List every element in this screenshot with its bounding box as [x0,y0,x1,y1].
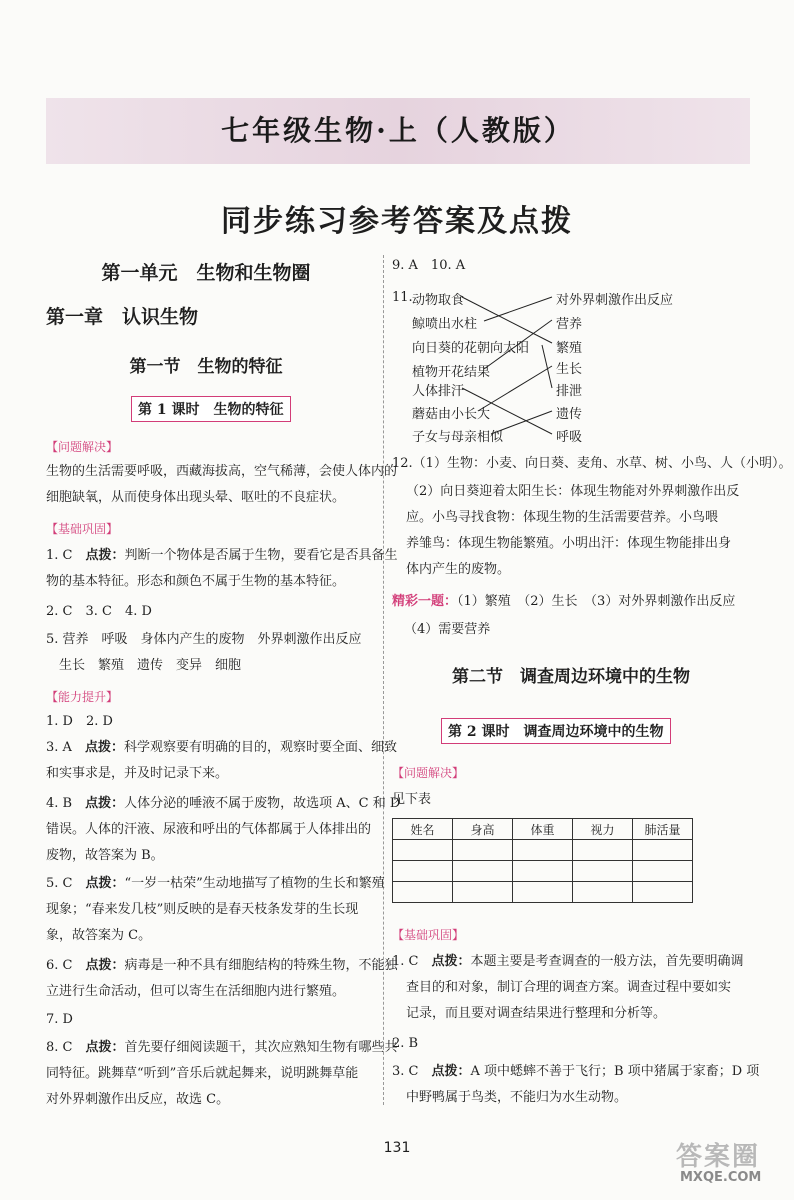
answer-line: 对外界刺激作出反应，故选 C。 [46,1092,230,1107]
table-header: 视力 [573,819,633,840]
answer-line: 3. C 点拨：A 项中蟋蟀不善于飞行；B 项中猪属于家畜；D 项 [392,1064,760,1079]
match-right-item: 生长 [556,362,583,377]
match-line [478,366,552,411]
answer-line: 生长 繁殖 遗传 变异 细胞 [46,658,242,673]
section-heading-1: 第一节 生物的特征 [129,357,283,377]
answer-line: 中野鸭属于鸟类，不能归为水生动物。 [406,1090,628,1105]
answer-line: 立进行生命活动，但可以寄生在活细胞内进行繁殖。 [46,984,346,999]
chapter-heading: 第一章 认识生物 [46,306,199,328]
match-right-item: 呼吸 [556,430,583,445]
answer-line: （2）向日葵迎着太阳生长：体现生物能对外界刺激作出反 [406,484,740,499]
table-header: 体重 [513,819,573,840]
watermark-logo [640,1130,790,1190]
text-line: 见下表 [392,792,432,807]
tag-basic-consolidation: 【基础巩固】 [392,928,465,942]
answer-line: 1. C 点拨：本题主要是考查调查的一般方法，首先要明确调 [392,954,744,969]
answer-line: 废物，故答案为 B。 [46,848,164,863]
table-header: 身高 [453,819,513,840]
table-header-row [393,819,693,840]
match-right-item: 排泄 [556,384,583,399]
match-left-item: 动物取食 [412,293,465,308]
answer-line: 8. C 点拨：首先要仔细阅读题干，其次应熟知生物有哪些共 [46,1040,398,1055]
match-left-item: 人体排汗 [412,384,465,399]
answer-line: 和实事求是，并及时记录下来。 [46,766,229,781]
answer-line: 6. C 点拨：病毒是一种不具有细胞结构的特殊生物，不能独 [46,958,398,973]
answer-line: 象，故答案为 C。 [46,928,152,943]
match-right-item: 对外界刺激作出反应 [556,293,674,308]
table-cell [393,882,453,903]
answer-line: 同特征。跳舞草“听到”音乐后就起舞来，说明跳舞草能 [46,1066,359,1081]
table-header: 姓名 [393,819,453,840]
match-left-item: 蘑菇由小长大 [412,407,491,422]
match-right-item: 遗传 [556,407,583,422]
lesson-heading-2: 第 2 课时 调查周边环境中的生物 [441,718,671,744]
table-cell [633,882,693,903]
table-cell [633,861,693,882]
table-cell [513,882,573,903]
table-cell [513,861,573,882]
unit-heading: 第一单元 生物和生物圈 [101,262,311,284]
section-heading-2: 第二节 调查周边环境中的生物 [452,667,690,687]
answer-line: 体内产生的废物。 [406,562,511,577]
answer-line: 现象；“春来发几枝”则反映的是春天枝条发芽的生长现 [46,902,359,917]
tag-basic-consolidation: 【基础巩固】 [46,522,119,536]
match-line [484,320,552,369]
answer-line: 养雏鸟：体现生物能繁殖。小明出汗：体现生物能排出身 [406,536,732,551]
match-line [462,388,552,434]
answer-line: 2. B [392,1036,419,1051]
table-row [393,840,693,861]
lesson-heading-1: 第 1 课时 生物的特征 [131,396,291,422]
survey-table [392,818,693,903]
answer-line: 4. B 点拨：人体分泌的唾液不属于废物，故选项 A、C 和 D [46,796,401,811]
answer-line: 7. D [46,1012,73,1027]
answer-line: 5. 营养 呼吸 身体内产生的废物 外界刺激作出反应 [46,632,362,647]
match-left-item: 向日葵的花朝向太阳 [412,341,530,356]
page-number: 131 [383,1140,411,1156]
answer-line: 5. C 点拨：“一岁一枯荣”生动地描写了植物的生长和繁殖 [46,876,385,891]
answer-line: （4）需要营养 [404,622,491,637]
answer-line: 记录，而且要对调查结果进行整理和分析等。 [406,1006,667,1021]
text-line: 生物的生活需要呼吸，西藏海拔高，空气稀薄，会使人体内的 [46,464,398,479]
table-cell [573,882,633,903]
answer-line: 12.（1）生物：小麦、向日葵、麦角、水草、树、小鸟、人（小明）。 [392,456,792,471]
match-line [462,297,552,343]
question-number: 11. [392,290,413,305]
tag-problem-solving: 【问题解决】 [46,440,119,454]
match-right-item: 繁殖 [556,341,583,356]
table-cell [573,861,633,882]
match-left-item: 鲸喷出水柱 [412,317,478,332]
table-cell [453,861,513,882]
answer-line: 1. C 点拨：判断一个物体是否属于生物，要看它是否具备生 [46,548,398,563]
match-left-item: 子女与母亲相似 [412,430,504,445]
tag-ability-improvement: 【能力提升】 [46,690,119,704]
answer-line: 3. A 点拨：科学观察要有明确的目的，观察时要全面、细致 [46,740,397,755]
tag-problem-solving: 【问题解决】 [392,766,465,780]
table-cell [633,840,693,861]
table-row [393,861,693,882]
match-right-item: 营养 [556,317,583,332]
answer-line: 错误。人体的汗液、尿液和呼出的气体都属于人体排出的 [46,822,372,837]
answer-line: 9. A 10. A [392,258,466,273]
watermark-text: 答案圈 [676,1142,761,1172]
table-row [393,882,693,903]
match-left-item: 植物开花结果 [412,365,491,380]
table-cell [453,840,513,861]
table-cell [573,840,633,861]
table-header: 肺活量 [633,819,693,840]
book-title: 七年级生物·上（人教版） [221,114,575,147]
page-title: 同步练习参考答案及点拨 [221,204,573,239]
table-cell [393,840,453,861]
match-line [491,411,552,434]
answer-line: 物的基本特征。形态和颜色不属于生物的基本特征。 [46,574,346,589]
answer-line: 应。小鸟寻找食物：体现生物的生活需要营养。小鸟喂 [406,510,719,525]
answer-line: 查目的和对象，制订合理的调查方案。调查过程中要如实 [406,980,732,995]
table-cell [453,882,513,903]
table-cell [513,840,573,861]
answer-line: 2. C 3. C 4. D [46,604,152,619]
answer-line: 1. D 2. D [46,714,113,729]
table-cell [393,861,453,882]
featured-question: 精彩一题：（1）繁殖 （2）生长 （3）对外界刺激作出反应 [392,594,736,609]
match-line [484,297,552,321]
watermark-url: MXQE.COM [680,1170,762,1185]
text-line: 细胞缺氧，从而使身体出现头晕、呕吐的不良症状。 [46,490,346,505]
